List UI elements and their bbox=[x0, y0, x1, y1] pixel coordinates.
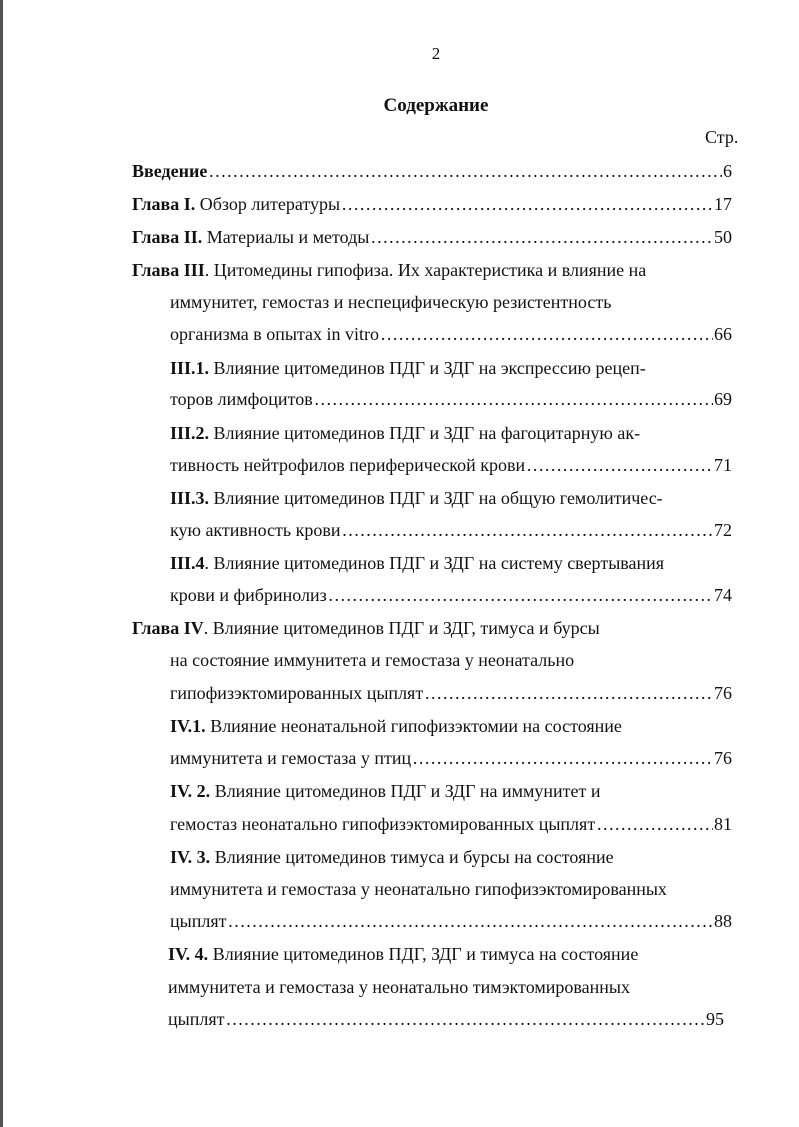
toc-entry-introduction bbox=[132, 160, 732, 182]
toc-entry-section-3-3-line-1: III.3. Влияние цитомединов ПДГ и ЗДГ на общую гемолитичес- bbox=[170, 488, 663, 508]
toc-page-number: 95 bbox=[706, 1009, 724, 1029]
toc-page-number: 17 bbox=[714, 194, 732, 214]
toc-entry-label: Введение bbox=[132, 161, 208, 181]
toc-entry-section-4-4-line-1: IV. 4. Влияние цитомединов ПДГ, ЗДГ и тимуса на состояние bbox=[168, 944, 639, 964]
toc-page-number: 76 bbox=[714, 748, 732, 768]
toc-entry-section-3-2-line-2 bbox=[170, 454, 732, 476]
toc-leader-dots bbox=[370, 226, 713, 248]
toc-entry-section-3-1-line-1: III.1. Влияние цитомединов ПДГ и ЗДГ на экспрессию рецеп- bbox=[170, 358, 646, 378]
toc-entry-section-3-3-line-2 bbox=[170, 519, 732, 541]
toc-entry-label: гемостаз неонатально гипофизэктомированных цыплят bbox=[170, 814, 596, 834]
toc-entry-label: крови и фибринолиз bbox=[170, 585, 327, 605]
toc-page-number: 50 bbox=[714, 227, 732, 247]
toc-entry-section-3-4-line-1: III.4. Влияние цитомединов ПДГ и ЗДГ на систему свертывания bbox=[170, 553, 665, 573]
toc-leader-dots bbox=[596, 813, 713, 835]
toc-entry-label: тивность нейтрофилов периферической крови bbox=[170, 455, 526, 475]
toc-entry-chapter-3-line-3 bbox=[170, 323, 732, 345]
toc-entry-label: Глава II. Материалы и методы bbox=[132, 227, 370, 247]
toc-entry-chapter-3-line-2: иммунитет, гемостаз и неспецифическую резистентность bbox=[170, 292, 612, 312]
toc-entry-label: кую активность крови bbox=[170, 520, 341, 540]
toc-page-number: 81 bbox=[714, 814, 732, 834]
scan-margin-line bbox=[0, 0, 3, 1127]
toc-entry-chapter-4-line-3 bbox=[170, 682, 732, 704]
toc-entry-label: цыплят bbox=[170, 911, 227, 931]
toc-entry-label: торов лимфоцитов bbox=[170, 389, 313, 409]
toc-entry-section-4-3-line-2: иммунитета и гемостаза у неонатально гипофизэктомированных bbox=[170, 879, 667, 899]
toc-entry-chapter-4-line-2: на состояние иммунитета и гемостаза у неонатально bbox=[170, 650, 575, 670]
toc-leader-dots bbox=[208, 160, 722, 182]
toc-page-number: 74 bbox=[714, 585, 732, 605]
toc-page-number: 69 bbox=[714, 389, 732, 409]
toc-leader-dots bbox=[341, 193, 713, 215]
toc-leader-dots bbox=[226, 1008, 706, 1030]
toc-entry-section-4-1-line-2 bbox=[170, 747, 732, 769]
toc-leader-dots bbox=[228, 910, 714, 932]
toc-page-number: 66 bbox=[714, 324, 732, 344]
toc-page-number: 71 bbox=[714, 455, 732, 475]
toc-entry-section-4-2-line-1: IV. 2. Влияние цитомединов ПДГ и ЗДГ на иммунитет и bbox=[170, 781, 601, 801]
toc-entry-section-4-3-line-1: IV. 3. Влияние цитомединов тимуса и бурсы на состояние bbox=[170, 847, 614, 867]
toc-entry-chapter-3-line-1: Глава III. Цитомедины гипофиза. Их характеристика и влияние на bbox=[132, 260, 647, 280]
toc-leader-dots bbox=[380, 323, 713, 345]
page-title: Содержание bbox=[383, 95, 489, 116]
toc-leader-dots bbox=[314, 388, 713, 410]
toc-page-number: 76 bbox=[714, 683, 732, 703]
page-column-label: Стр. bbox=[705, 127, 739, 147]
toc-leader-dots bbox=[412, 747, 713, 769]
toc-entry-section-3-1-line-2 bbox=[170, 388, 732, 410]
toc-entry-section-3-2-line-1: III.2. Влияние цитомединов ПДГ и ЗДГ на фагоцитарную ак- bbox=[170, 423, 641, 443]
toc-leader-dots bbox=[526, 454, 713, 476]
toc-entry-section-4-3-line-3 bbox=[170, 910, 732, 932]
toc-entry-label: иммунитета и гемостаза у птиц bbox=[170, 748, 412, 768]
toc-leader-dots bbox=[341, 519, 713, 541]
toc-entry-label: цыплят bbox=[168, 1009, 225, 1029]
toc-leader-dots bbox=[424, 682, 713, 704]
toc-leader-dots bbox=[328, 584, 713, 606]
page-number: 2 bbox=[431, 44, 441, 63]
toc-entry-label: Глава I. Обзор литературы bbox=[132, 194, 341, 214]
toc-entry-section-3-4-line-2 bbox=[170, 584, 732, 606]
toc-page-number: 6 bbox=[723, 161, 732, 181]
toc-entry-chapter-4-line-1: Глава IV. Влияние цитомединов ПДГ и ЗДГ, тимуса и бурсы bbox=[132, 618, 600, 638]
toc-page-number: 88 bbox=[714, 911, 732, 931]
toc-entry-chapter-1 bbox=[132, 193, 732, 215]
toc-entry-section-4-4-line-2: иммунитета и гемостаза у неонатально тимэктомированных bbox=[168, 977, 630, 997]
toc-entry-chapter-2 bbox=[132, 226, 732, 248]
toc-entry-label: организма в опытах in vitro bbox=[170, 324, 380, 344]
toc-entry-section-4-1-line-1: IV.1. Влияние неонатальной гипофизэктомии на состояние bbox=[170, 716, 622, 736]
toc-page-number: 72 bbox=[714, 520, 732, 540]
toc-entry-section-4-4-line-3 bbox=[168, 1008, 724, 1030]
toc-entry-section-4-2-line-2 bbox=[170, 813, 732, 835]
toc-entry-label: гипофизэктомированных цыплят bbox=[170, 683, 424, 703]
